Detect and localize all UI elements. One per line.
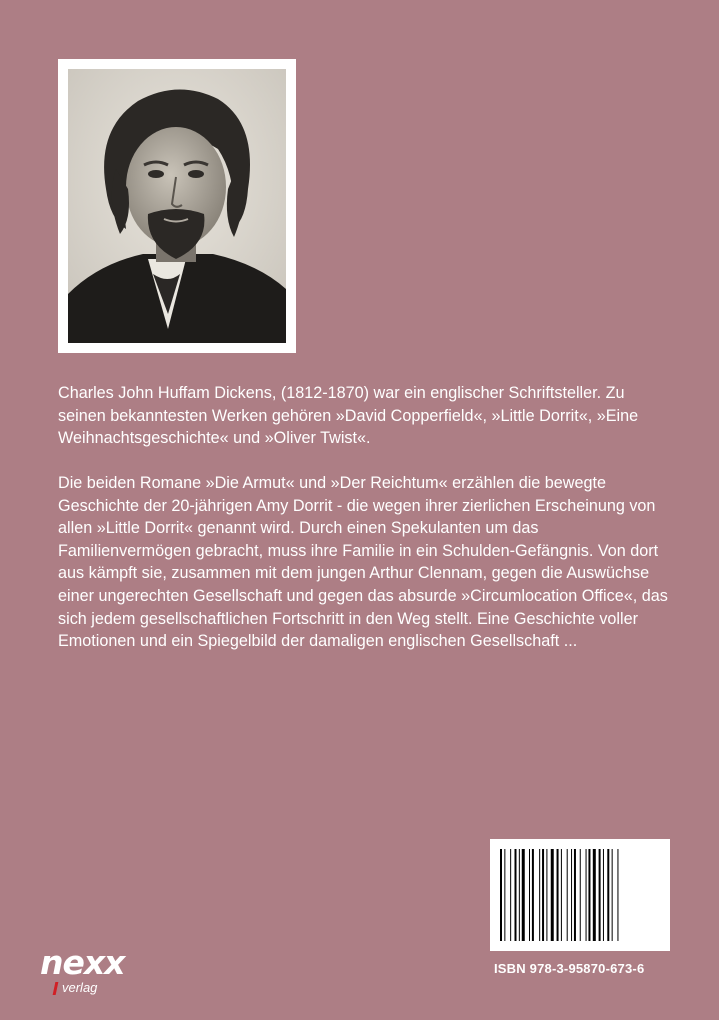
barcode-bar <box>532 849 534 941</box>
barcode-bar <box>539 849 540 941</box>
isbn-label: ISBN 978-3-95870-673-6 <box>494 961 645 976</box>
barcode-bar <box>612 849 613 941</box>
barcode <box>490 839 670 951</box>
barcode-bar <box>574 849 576 941</box>
barcode-bar <box>510 849 511 941</box>
barcode-bar <box>599 849 601 941</box>
barcode-bar <box>561 849 562 941</box>
barcode-bar <box>557 849 559 941</box>
barcode-bar <box>551 849 554 941</box>
barcode-bar <box>522 849 525 941</box>
barcode-bar <box>588 849 590 941</box>
barcode-bar <box>546 849 547 941</box>
barcode-bars <box>490 839 670 951</box>
book-synopsis: Die beiden Romane »Die Armut« und »Der Reichtum« erzählen die bewegte Geschichte der 20-jährigen Amy Dorrit - die wegen ihrer zierlichen Erscheinung von allen »Little Dorrit« genannt wird. Durch einen Spekulanten um das Familienvermögen gebracht, muss ihre Familie in ein Schulden-Gefängnis. Von dort aus kämpft sie, zusammen mit dem jungen Arthur Clennam, gegen die Auswüchse einer ungerechten Gesellschaft und gegen das absurde »Circumlocation Office«, das sich jedem gesellschaftlichen Fortschritt in den Weg stellt. Eine Geschichte voller Emotionen und ein Spiegelbild der damaligen englischen Gesellschaft ... <box>58 474 668 651</box>
barcode-bar <box>519 849 520 941</box>
barcode-bar <box>580 849 581 941</box>
barcode-bar <box>617 849 618 941</box>
logo-subtitle: verlag <box>62 980 98 995</box>
barcode-bar <box>504 849 505 941</box>
logo-accent-mark <box>53 982 59 995</box>
author-bio: Charles John Huffam Dickens, (1812-1870) war ein englischer Schriftsteller. Zu seinen bekanntesten Werken gehören »David Copperfield«, »Little Dorrit«, »Eine Weihnachtsgeschichte« und »Oliver Twist«. <box>58 384 639 448</box>
barcode-bar <box>603 849 604 941</box>
barcode-bar <box>542 849 544 941</box>
barcode-bar <box>500 849 502 941</box>
barcode-bar <box>515 849 517 941</box>
barcode-bar <box>571 849 572 941</box>
portrait-image <box>68 69 286 343</box>
barcode-bar <box>593 849 596 941</box>
barcode-bar <box>607 849 609 941</box>
barcode-bar <box>586 849 587 941</box>
barcode-bar <box>529 849 530 941</box>
logo-wordmark: nexx <box>40 943 125 982</box>
publisher-logo <box>40 943 140 1001</box>
barcode-bar <box>567 849 568 941</box>
author-portrait <box>58 59 296 353</box>
